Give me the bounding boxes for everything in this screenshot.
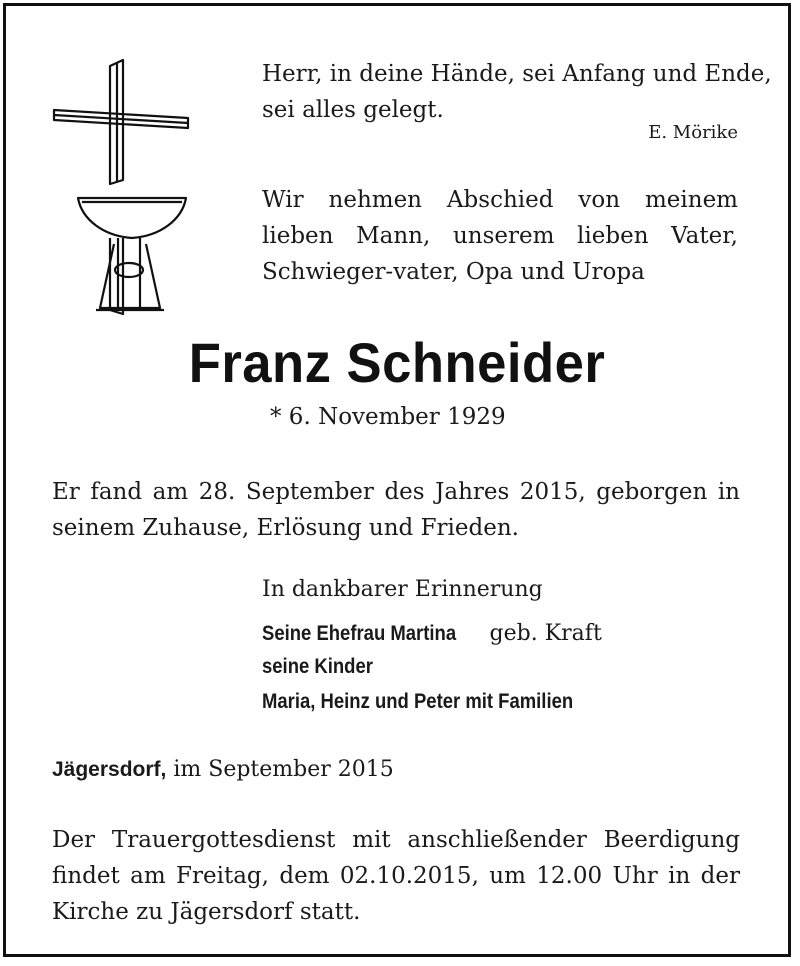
birth-date: * 6. November 1929	[270, 404, 506, 430]
children-names: Maria, Heinz und Peter mit Familien	[262, 690, 574, 713]
verse-line-2: sei alles gelegt.	[262, 97, 444, 123]
cross-chalice-icon	[48, 52, 198, 317]
children-label: seine Kinder	[262, 655, 373, 678]
death-text: Er fand am 28. September des Jahres 2015, geborgen in seinem Zuhause, Erlösung und Frieden.	[52, 479, 740, 541]
verse-block	[262, 56, 772, 128]
spouse-maiden-name: geb. Kraft	[482, 621, 602, 646]
deceased-name: Franz Schneider	[188, 331, 606, 394]
intro-text: Wir nehmen Abschied von meinem lieben Mann, unserem lieben Vater, Schwieger-vater, Opa und Uropa	[262, 187, 738, 285]
place-month: im September 2015	[166, 757, 394, 782]
service-text: Der Trauergottesdienst mit anschließender Beerdigung findet am Freitag, dem 02.10.2015, um 12.00 Uhr in der Kirche zu Jägersdorf statt.	[52, 827, 740, 925]
verse-line-1: Herr, in deine Hände, sei Anfang und Ende,	[262, 61, 772, 87]
place-date	[52, 757, 394, 782]
family-line-spouse	[262, 618, 602, 650]
remembrance-heading: In dankbarer Erinnerung	[262, 577, 543, 602]
place-town: Jägersdorf,	[52, 758, 167, 781]
family-line-children	[262, 651, 388, 683]
family-line-names	[262, 686, 616, 718]
verse-author: E. Mörike	[648, 122, 738, 143]
spouse-name: Seine Ehefrau Martina	[262, 622, 457, 645]
